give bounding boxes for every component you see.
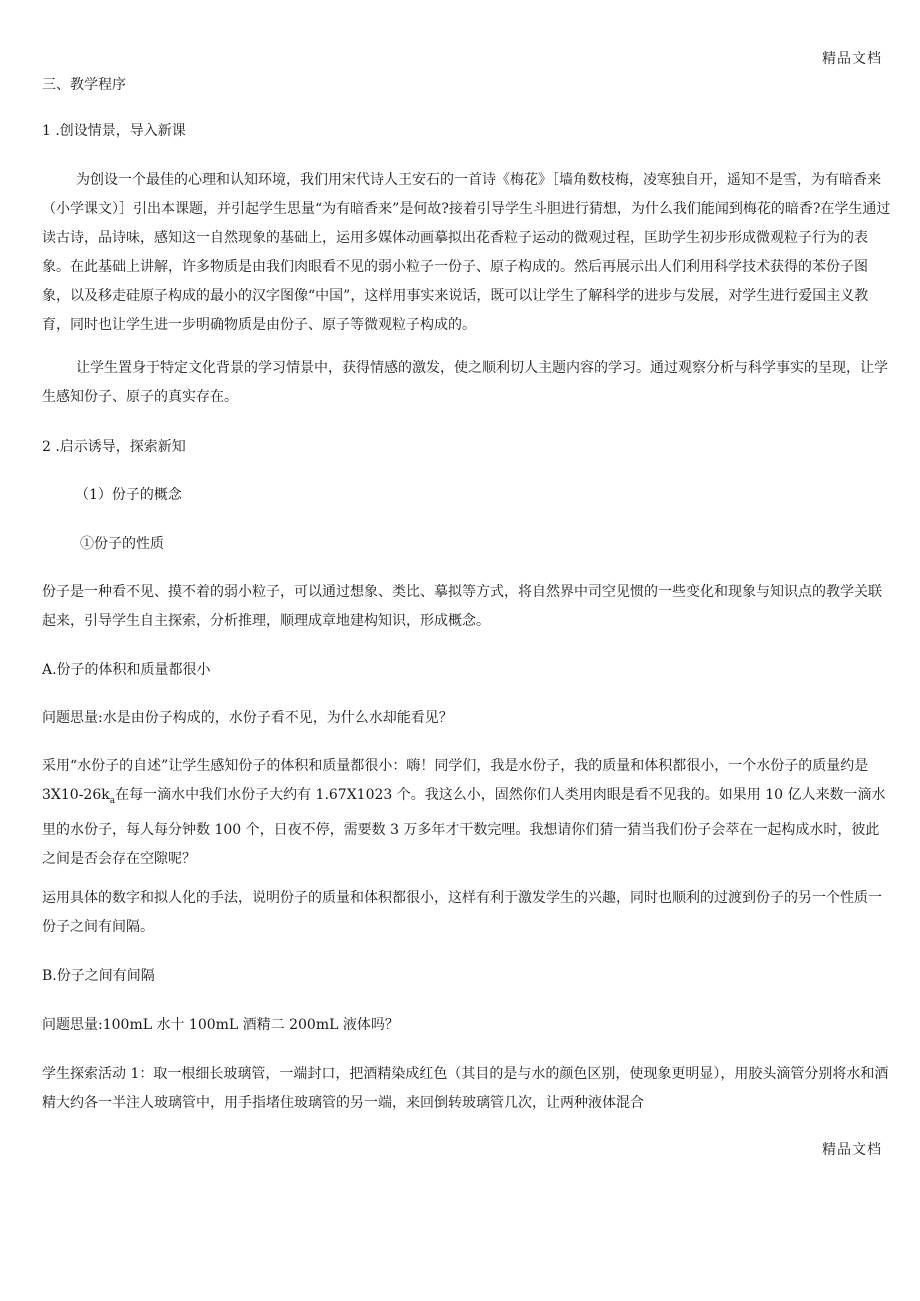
paragraph-6: 学生探索活动 1：取一根细长玻璃管，一端封口，把酒精染成红色（其目的是与水的颜色区别，使现象更明显），用胶头滴管分别将水和酒精大约各一半注人玻璃管中，用手指堵住玻璃管的另一端，来回倒转玻璃管几次，让两种液体混合	[42, 1066, 889, 1111]
paragraph-1: 为创设一个最佳的心理和认知环境，我们用宋代诗人王安石的一首诗《梅花》［墙角数枝梅，凌寒独自开，遥知不是雪，为有暗香来（小学课文）］引出本课题，并引起学生思量“为有暗香来”是何故?接着引导学生斗胆进行猜想，为什么我们能闻到梅花的暗香?在学生通过读古诗，品诗味，感知这一自然现象的基础上，运用多媒体动画摹拟出花香粒子运动的微观过程，匡助学生初步形成微观粒子行为的表象。在此基础上讲解，许多物质是由我们肉眼看不见的弱小粒子一份子、原子构成的。然后再展示出人们利用科学技术获得的苯份子图象，以及移走硅原子构成的最小的汉字图像“中国”，这样用事实来说话，既可以让学生了解科学的进步与发展，对学生进行爱国主义教育，同时也让学生进一步明确物质是由份子、原子等微观粒子构成的。	[42, 172, 891, 333]
heading-a: A.份子的体积和质量都很小	[42, 662, 211, 678]
page-header: 精品文档	[822, 51, 882, 67]
question-b: 问题思量:100mL 水十 100mL 酒精二 200mL 液体吗？	[42, 1017, 399, 1033]
paragraph-2: 让学生置身于特定文化背景的学习情景中，获得情感的激发，使之顺利切人主题内容的学习。通过观察分析与科学事实的呈现，让学生感知份子、原子的真实存在。	[42, 360, 888, 405]
paragraph-5: 运用具体的数字和拟人化的手法，说明份子的质量和体积都很小，这样有利于激发学生的兴趣，同时也顺利的过渡到份子的另一个性质一份子之间有间隔。	[42, 890, 882, 935]
step1-title: 1 .创设情景，导入新课	[42, 123, 186, 139]
paragraph-4	[42, 752, 892, 874]
paragraph-4-part-a: 采用“水份子的自述”让学生感知份子的体积和质量都很小：嗨！同学们，我是水份子，我的质量和体积都很小，一个水份子的质量约是 3X10-26k	[42, 758, 869, 803]
question-a: 问题思量:水是由份子构成的，水份子看不见，为什么水却能看见？	[42, 710, 453, 726]
subsection-1: （1）份子的概念	[75, 487, 182, 503]
step2-title: 2 .启示诱导，探索新知	[42, 439, 186, 455]
section-title: 三、教学程序	[42, 77, 126, 93]
paragraph-4-subscript: a	[109, 795, 116, 806]
paragraph-4-part-b: 在每一滴水中我们水份子大约有 1.67X1023 个。我这么小，固然你们人类用肉眼是看不见我的。如果用 10 亿人来数一滴水里的水份子，每人每分钟数 100 个，日夜不停，需要数 3 万多年才干数完哩。我想请你们猜一猜当我们份子会萃在一起构成水时，彼此之间是否会存在空隙呢？	[42, 787, 886, 867]
page-footer: 精品文档	[822, 1142, 882, 1158]
paragraph-3: 份子是一种看不见、摸不着的弱小粒子，可以通过想象、类比、摹拟等方式，将自然界中司空见惯的一些变化和现象与知识点的教学关联起来，引导学生自主探索，分析推理，顺理成章地建构知识，形成概念。	[42, 584, 882, 629]
heading-b: B.份子之间有间隔	[42, 968, 155, 984]
subsection-1a: ①份子的性质	[80, 536, 164, 552]
